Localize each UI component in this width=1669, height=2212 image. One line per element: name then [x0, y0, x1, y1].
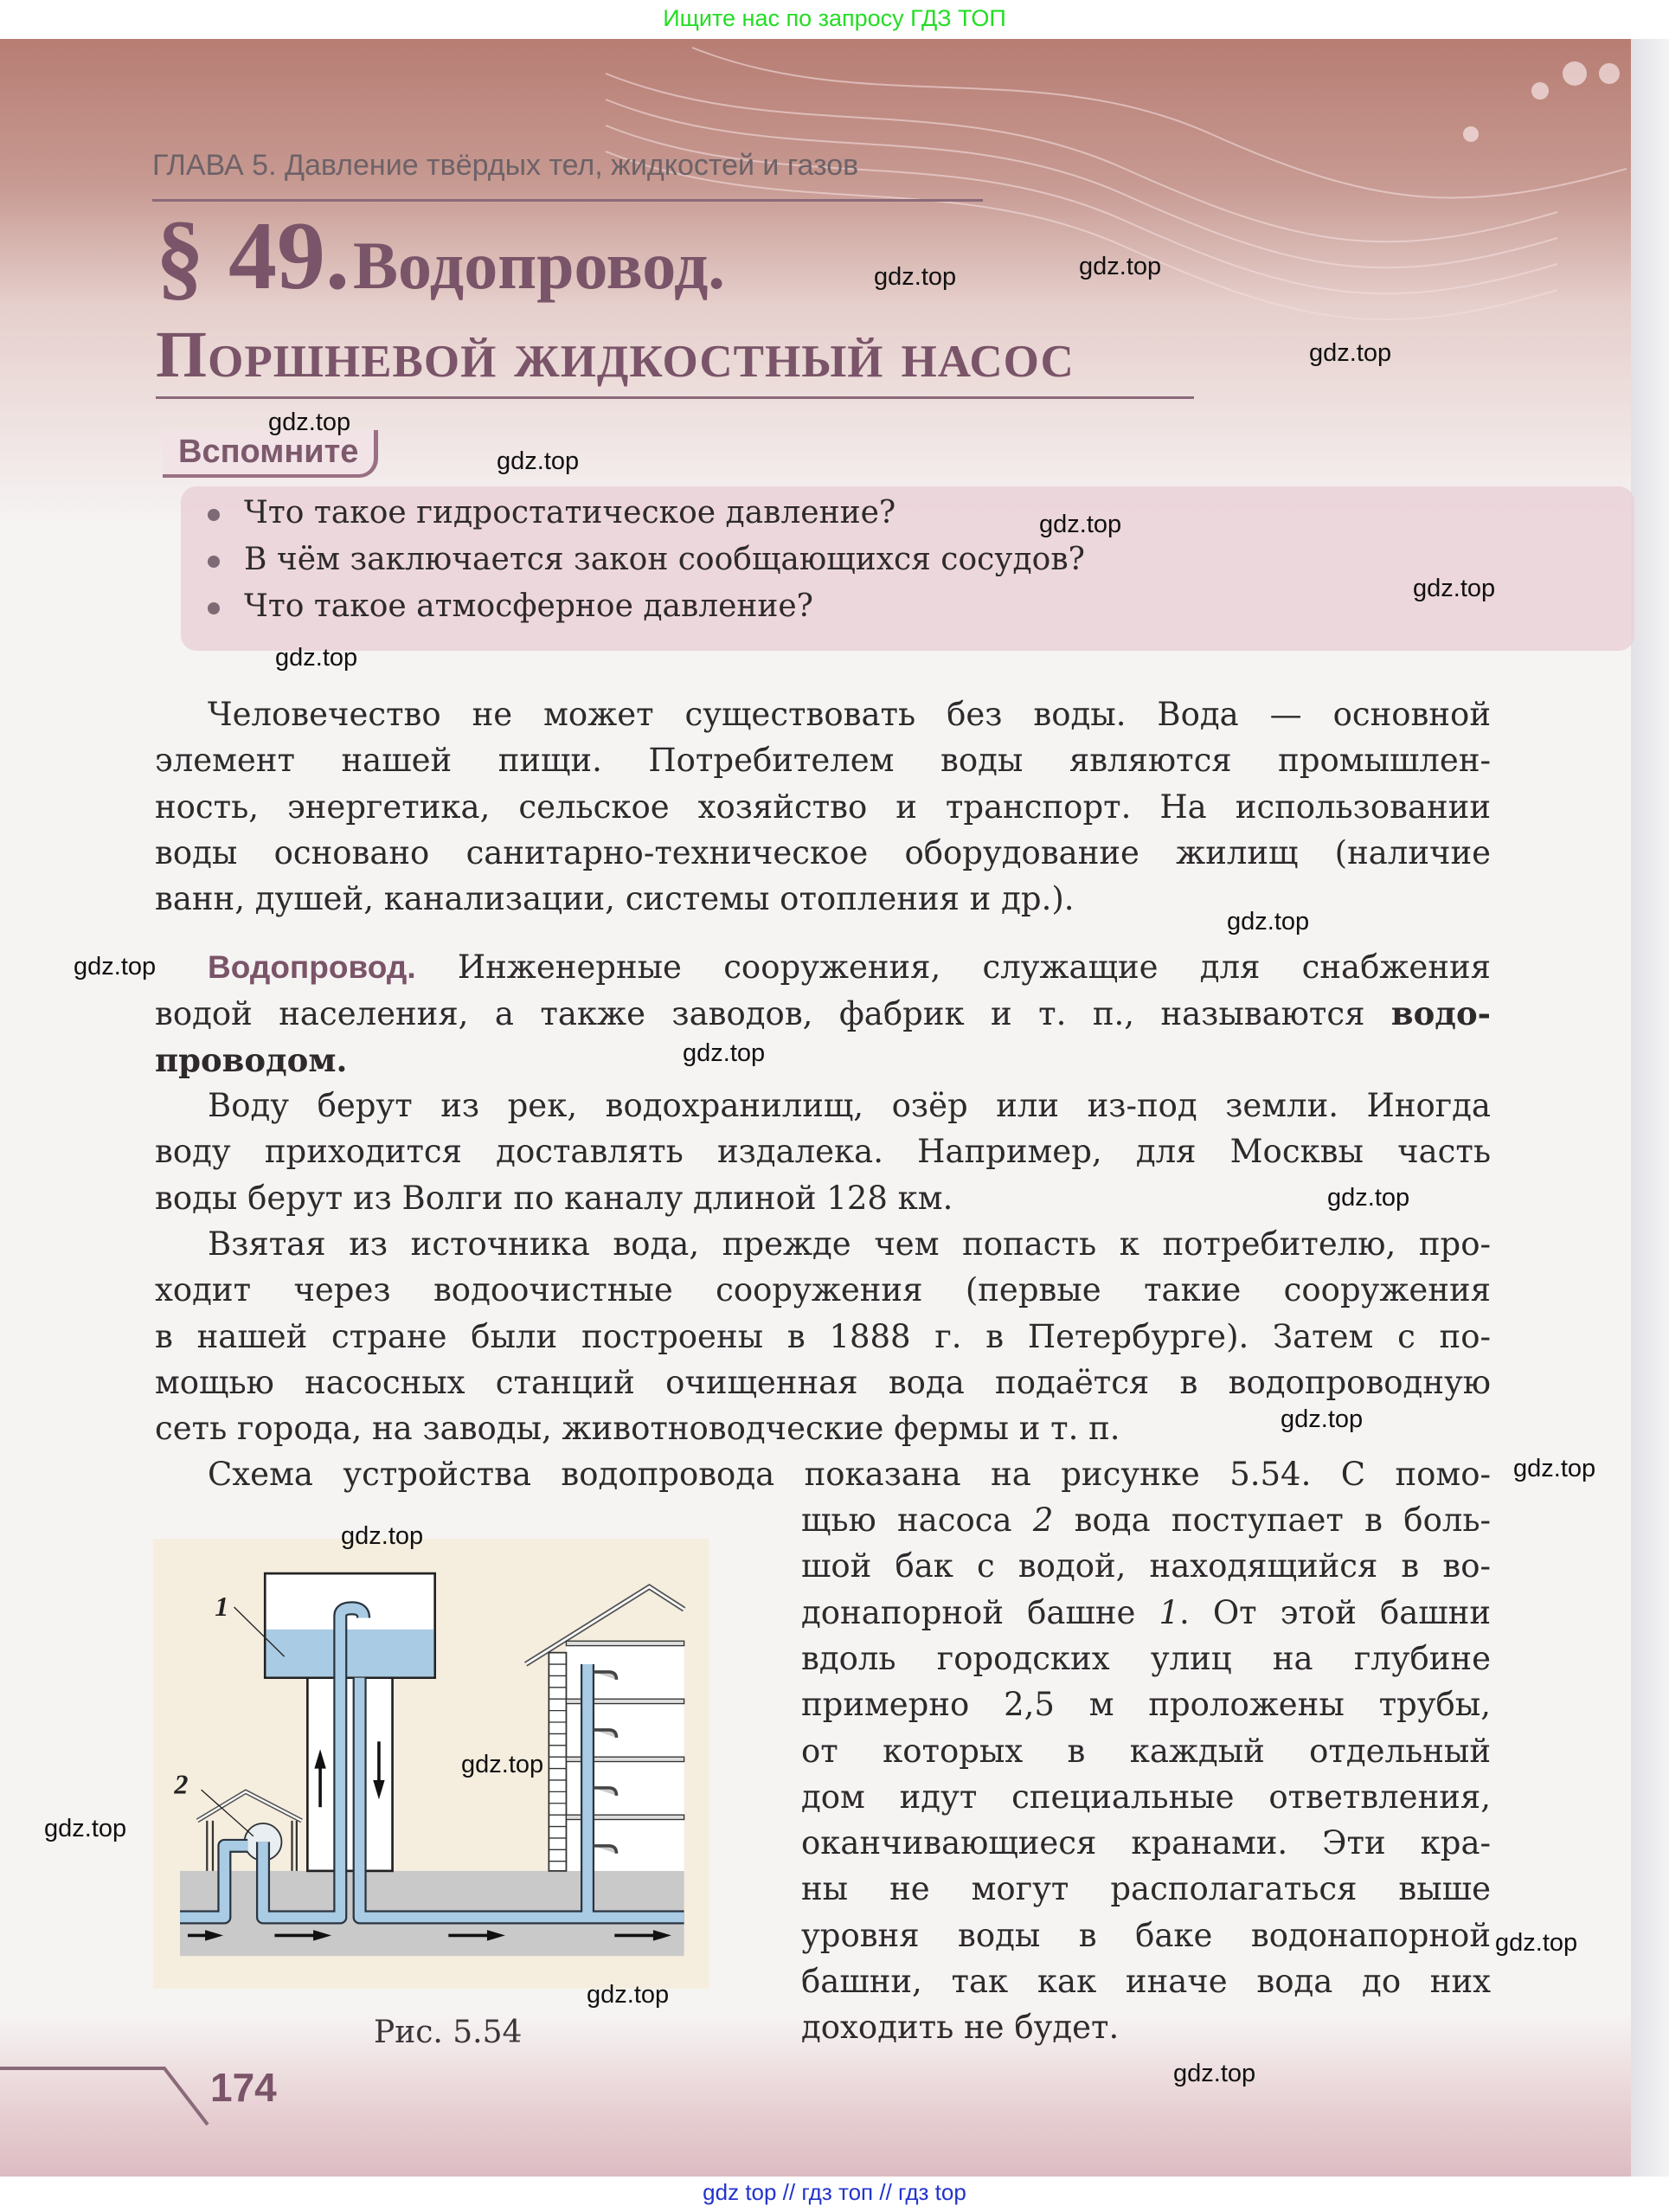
watermark: gdz.top [1327, 1184, 1410, 1212]
text-line [155, 1267, 1491, 1314]
page-number: 174 [210, 2065, 277, 2110]
section-title-main: Водопровод. [353, 228, 725, 303]
recall-question [208, 542, 1085, 577]
section-title [156, 203, 725, 310]
text-segment: водо- [1390, 994, 1491, 1033]
recall-label: Вспомните [163, 430, 378, 478]
chapter-heading: ГЛАВА 5. Давление твёрдых тел, жидкостей и газов [152, 149, 859, 182]
text-line [801, 1497, 1491, 1544]
footer-links[interactable]: gdz top // гдз топ // гдз top [0, 2177, 1669, 2212]
bullet-icon [208, 509, 220, 521]
watermark: gdz.top [461, 1751, 544, 1778]
text-segment: ванн, душей, канализации, системы отопления и др.). [155, 880, 1075, 918]
text-line [801, 2004, 1491, 2051]
watermark: gdz.top [874, 263, 957, 291]
recall-question [208, 588, 813, 624]
text-segment: Инженерные сооружения, служащие для снабжения [415, 948, 1491, 986]
text-segment: донапорной башне [801, 1593, 1159, 1631]
text-line [155, 784, 1491, 831]
watermark: gdz.top [1413, 575, 1496, 602]
text-line [155, 1175, 1491, 1222]
label-pump: 2 [174, 1768, 189, 1800]
watermark: gdz.top [1495, 1929, 1578, 1957]
text-line [155, 1360, 1491, 1406]
watermark: gdz.top [1513, 1455, 1596, 1482]
title-rule [156, 396, 1194, 399]
search-banner: Ищите нас по запросу ГДЗ ТОП [0, 0, 1669, 39]
text-segment: оканчивающиеся кранами. Эти кра- [801, 1824, 1491, 1862]
text-segment: доходить не будет. [801, 2009, 1120, 2047]
term-heading: Водопровод. [208, 949, 416, 985]
watermark: gdz.top [497, 447, 580, 475]
bullet-icon [208, 602, 220, 614]
watermark: gdz.top [1281, 1405, 1364, 1433]
text-segment: ны не могут располагаться выше [801, 1870, 1491, 1908]
text-segment: шой бак с водой, находящийся в во- [801, 1547, 1491, 1585]
text-line [155, 1451, 1491, 1498]
text-segment: уровня воды в баке водонапорной [801, 1916, 1491, 1954]
text-segment: Воду берут из рек, водохранилищ, озёр или из-под земли. Иногда [208, 1087, 1491, 1124]
question-text: Что такое гидростатическое давление? [244, 495, 896, 530]
figure-caption: Рис. 5.54 [374, 2015, 523, 2050]
text-segment: воды берут из Волги по каналу длиной 128 км. [155, 1179, 953, 1217]
text-segment: воды основано санитарно-техническое оборудование жилищ (наличие [155, 833, 1491, 871]
watermark: gdz.top [683, 1039, 766, 1067]
watermark: gdz.top [1173, 2060, 1256, 2087]
text-line [801, 1820, 1491, 1867]
text-segment: дом идут специальные ответвления, [801, 1778, 1491, 1816]
watermark: gdz.top [1039, 511, 1122, 538]
text-line [155, 1314, 1491, 1360]
text-segment: 1 [1159, 1593, 1179, 1631]
text-segment: примерно 2,5 м проложены трубы, [801, 1686, 1491, 1724]
text-line [801, 1543, 1491, 1590]
text-segment: вдоль городских улиц на глубине [801, 1639, 1491, 1677]
text-segment: водой населения, а также заводов, фабрик и т. п., называются [155, 995, 1391, 1033]
text-line [155, 1221, 1491, 1268]
text-segment: сеть города, на заводы, животноводческие фермы и т. п. [155, 1410, 1120, 1448]
text-segment: 2 [1032, 1501, 1054, 1539]
watermark: gdz.top [1227, 908, 1310, 936]
watermark: gdz.top [587, 1981, 670, 2009]
watermark: gdz.top [44, 1815, 127, 1842]
section-number: § 49. [156, 203, 350, 310]
text-line [155, 990, 1491, 1037]
text-segment: проводом. [155, 1040, 348, 1079]
text-segment: башни, так как иначе вода до них [801, 1963, 1491, 2000]
text-line [155, 737, 1491, 784]
text-line [155, 1129, 1491, 1175]
text-segment: воду приходится доставлять издалека. Например, для Москвы часть [155, 1133, 1491, 1171]
text-line [801, 1913, 1491, 1959]
text-segment: щью насоса [801, 1501, 1033, 1539]
text-line [155, 691, 1491, 738]
watermark: gdz.top [275, 644, 358, 672]
bullet-icon [208, 556, 220, 568]
text-segment: от которых в каждый отдельный [801, 1732, 1491, 1770]
chapter-rule [152, 199, 983, 202]
text-line [155, 944, 1491, 991]
text-line [801, 1866, 1491, 1913]
text-segment: Человечество не может существовать без воды. Вода — основной [208, 696, 1491, 733]
recall-question [208, 495, 895, 530]
text-line [801, 1728, 1491, 1775]
text-line [155, 830, 1491, 877]
watermark: gdz.top [1079, 253, 1162, 280]
text-line [801, 1958, 1491, 2005]
text-segment: Взятая из источника вода, прежде чем попасть к потребителю, про- [208, 1225, 1491, 1263]
text-segment: в нашей стране были построены в 1888 г. в Петербурге). Затем с по- [155, 1317, 1491, 1355]
watermark: gdz.top [1309, 339, 1392, 367]
watermark: gdz.top [268, 408, 351, 436]
page-number-corner [0, 2042, 225, 2129]
question-text: Что такое атмосферное давление? [244, 588, 813, 624]
label-tower: 1 [215, 1591, 229, 1623]
text-line [155, 1037, 1491, 1083]
text-segment: Схема устройства водопровода показана на рисунке 5.54. С помо- [208, 1456, 1491, 1493]
text-line [801, 1636, 1491, 1682]
section-subtitle: Поршневой жидкостный насос [156, 318, 1075, 391]
text-line [801, 1774, 1491, 1821]
text-line [155, 1083, 1491, 1129]
text-segment: вода поступает в боль- [1053, 1501, 1492, 1539]
watermark: gdz.top [74, 953, 157, 981]
tank-water [266, 1630, 434, 1676]
watermark: gdz.top [341, 1522, 424, 1550]
text-segment: мощью насосных станций очищенная вода подаётся в водопроводную [155, 1363, 1491, 1401]
text-segment: ность, энергетика, сельское хозяйство и транспорт. На использовании [155, 788, 1491, 826]
text-segment: . От этой башни [1179, 1593, 1491, 1631]
page-edge [1631, 39, 1669, 2177]
text-line [801, 1590, 1491, 1636]
text-segment: элемент нашей пищи. Потребителем воды являются промышлен- [155, 742, 1491, 780]
text-line [801, 1682, 1491, 1728]
text-segment: ходит через водоочистные сооружения (первые такие сооружения [155, 1271, 1491, 1309]
question-text: В чём заключается закон сообщающихся сосудов? [244, 542, 1085, 577]
